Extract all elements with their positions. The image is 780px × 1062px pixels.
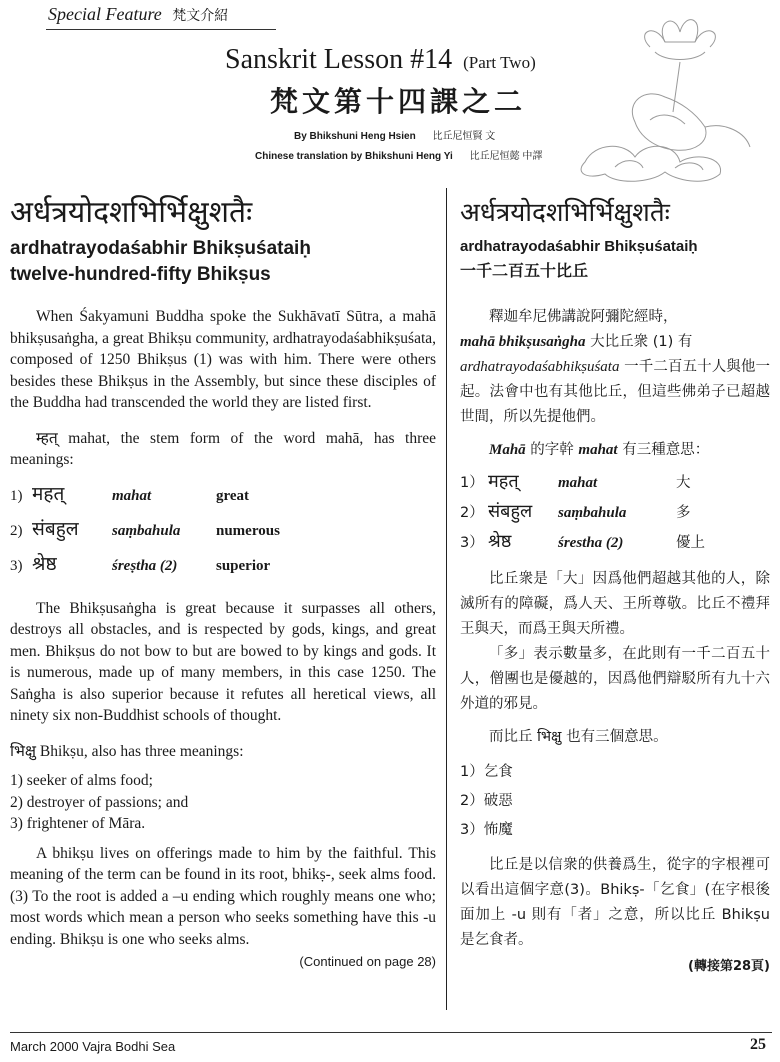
devanagari-heading-cn: अर्धत्रयोदशभिर्भिक्षुशतैः (460, 198, 670, 228)
byline-translator-cn: 比丘尼恒懿 中譯 (469, 151, 543, 162)
byline-translator-en: Chinese translation by Bhikshuni Heng Yi (255, 151, 453, 162)
meaning-row (10, 550, 436, 576)
cn-meaning-translit: saṃbahula (558, 505, 627, 521)
cn-meaning-devanagari: महत् (488, 471, 519, 492)
meaning-num: 1) (10, 487, 23, 504)
cn-paragraph-5 (460, 725, 770, 750)
paragraph-5: A bhikṣu lives on offerings made to him by the faithful. This meaning of the term can be found in its root, bhikṣ-, seek alms food. (3) To the root is added a –u ending which roughly means one who; most words which mean a person who seeks something have this -u ending. Bhikṣu is one who seeks alms. (10, 844, 436, 948)
cn-meaning-num: 3） (460, 535, 484, 551)
transliteration-heading: ardhatrayodaśabhir Bhikṣuśataiḥ (10, 238, 311, 259)
cn-bhiksu-meaning-1: 1）乞食 (460, 764, 513, 780)
byline-author-cn: 比丘尼恒賢 文 (432, 131, 496, 142)
meaning-english: superior (216, 557, 271, 574)
meaning-english: numerous (216, 522, 280, 539)
cn-meaning-row (460, 529, 770, 553)
english-column (10, 190, 436, 969)
byline-author-en: By Bhikshuni Heng Hsien (294, 131, 416, 142)
cn-paragraph-3: 比丘衆是「大」因爲他們超越其他的人，除滅所有的障礙，爲人天、王所尊敬。比丘不禮拜王與天，而爲王與天所禮。 (460, 571, 770, 637)
meaning-num: 2) (10, 522, 23, 539)
cn-paragraph-2-latin2: mahat (578, 442, 618, 458)
cn-paragraph-5b: 也有三個意思。 (566, 729, 668, 745)
cn-meaning-num: 2） (460, 505, 484, 521)
cn-paragraph-1b (460, 330, 770, 355)
cn-meaning-row (460, 469, 770, 493)
meaning-english: great (216, 487, 250, 504)
cn-meaning-cn: 大 (676, 475, 691, 491)
cn-paragraph-2-cn2: 有三種意思： (622, 442, 710, 458)
feature-label: Special Feature (48, 4, 162, 24)
cn-meaning-translit: mahat (558, 475, 598, 491)
bhiksu-meaning-2: 2) destroyer of passions; and (10, 793, 189, 811)
footer-rule (10, 1032, 772, 1033)
cn-paragraph-5a: 而比丘 (489, 729, 533, 745)
title-part: (Part Two) (463, 53, 536, 72)
byline-author (294, 127, 495, 142)
meaning-devanagari: संबहुल (32, 518, 79, 540)
meaning-devanagari: महत् (32, 483, 65, 505)
cn-meaning-list (460, 469, 770, 553)
page-title-cn: 梵文第十四課之二 (270, 85, 527, 118)
chinese-column (460, 190, 770, 974)
cn-bhiksu-meaning-list (460, 758, 770, 845)
cn-paragraph-4: 「多」表示數量多，在此則有一千二百五十人，僧團也是優越的，因爲他們辯駁所有九十六外道的邪見。 (460, 646, 770, 712)
devanagari-heading: अर्धत्रयोदशभिर्भिक्षुशतैः (10, 195, 253, 230)
meaning-translit: mahat (112, 487, 152, 504)
cn-paragraph-1b-cn: 大比丘衆 (1) 有 (590, 334, 693, 350)
paragraph-2-text: mahat, the stem form of the word mahā, has three meanings: (10, 429, 437, 468)
page-title (225, 44, 536, 76)
mahat-devanagari: म्हत् (36, 429, 58, 447)
cn-paragraph-1b-latin: mahā bhikṣusaṅgha (460, 334, 586, 350)
cn-meaning-devanagari: श्रेष्ठ (488, 531, 512, 552)
paragraph-1: When Śakyamuni Buddha spoke the Sukhāvatī Sūtra, a mahā bhikṣusaṅgha, a great Bhikṣu community, ardhatrayodaśabhikṣuśata, composed of 1250 Bhikṣus (1) was with him. There were others besides these Bhikṣus in the Assembly, but since these disciples of the Buddha had transcended the world they are listed first. (10, 308, 437, 411)
paragraph-2 (10, 428, 436, 471)
cn-meaning-num: 1） (460, 475, 484, 491)
cn-meaning-cn: 多 (676, 505, 691, 521)
column-divider (446, 188, 447, 1010)
gloss-heading: twelve-hundred-fifty Bhikṣus (10, 264, 271, 285)
cn-paragraph-5-devanagari: भिक्षु (537, 729, 562, 745)
meaning-row (10, 515, 436, 541)
cn-meaning-row (460, 499, 770, 523)
meaning-row (10, 480, 436, 506)
cn-paragraph-6: 比丘是以信衆的供養爲生，從字的字根裡可以看出這個字意(3)。Bhikṣ-「乞食」(在字根後面加上 -u 則有「者」之意，所以比丘 Bhikṣu 是乞食者。 (460, 857, 770, 948)
meaning-devanagari: श्रेष्ठ (32, 553, 57, 575)
cn-meaning-devanagari: संबहुल (488, 501, 533, 522)
continued-note: (Continued on page 28) (299, 954, 436, 969)
paragraph-4-text: Bhikṣu, also has three meanings: (39, 742, 244, 760)
header-rule (46, 29, 276, 30)
footer-issue: March 2000 Vajra Bodhi Sea (10, 1039, 176, 1054)
cn-paragraph-1a: 釋迦牟尼佛講說阿彌陀經時， (489, 309, 678, 325)
title-text: Sanskrit Lesson #14 (225, 44, 453, 75)
page-number: 25 (750, 1036, 766, 1053)
transliteration-heading-cn: ardhatrayodaśabhir Bhikṣuśataiḥ (460, 238, 698, 255)
cn-bhiksu-meaning-2: 2）破惡 (460, 793, 513, 809)
section-label (48, 4, 228, 25)
cn-continued-note: (轉接第28頁) (688, 959, 770, 974)
bhiksu-meaning-list (10, 770, 436, 835)
bhiksu-devanagari: भिक्षु (10, 742, 37, 760)
cn-paragraph-1c-cn: 一千二百五十人與他一起。法會中也有其他比丘，但這些佛弟子已超越世間，所以先提他們。 (460, 359, 770, 425)
cn-paragraph-1c (460, 355, 770, 430)
cn-meaning-translit: śrestha (2) (558, 535, 624, 551)
gloss-heading-cn: 一千二百五十比丘 (460, 261, 589, 280)
byline-translator (255, 147, 542, 162)
lotus-hand-illustration (555, 2, 775, 192)
cn-paragraph-1c-latin: ardhatrayodaśabhikṣuśata (460, 359, 620, 375)
meaning-list (10, 480, 436, 576)
cn-paragraph-2-latin: Mahā (489, 442, 526, 458)
meaning-translit: śreṣtha (2) (112, 557, 178, 574)
cn-paragraph-2 (460, 438, 770, 463)
cn-bhiksu-meaning-3: 3）怖魔 (460, 822, 513, 838)
cn-paragraph-2-cn: 的字幹 (530, 442, 574, 458)
meaning-num: 3) (10, 557, 23, 574)
feature-label-cn: 梵文介紹 (172, 9, 229, 24)
meaning-translit: saṃbahula (112, 522, 181, 539)
bhiksu-meaning-1: 1) seeker of alms food; (10, 772, 153, 789)
paragraph-3: The Bhikṣusaṅgha is great because it surpasses all others, destroys all obstacles, and is respected by gods, kings, and great men. Bhikṣus do not bow to but are bowed to by kings and gods. It is numerous, made up of many members, in this case 1250. The Saṅgha is also superior because it refutes all heretical views, all ninety six non-Buddhist schools of thought. (10, 599, 436, 724)
cn-meaning-cn: 優上 (676, 535, 705, 551)
bhiksu-meaning-3: 3) frightener of Māra. (10, 815, 146, 832)
paragraph-4 (10, 741, 436, 763)
